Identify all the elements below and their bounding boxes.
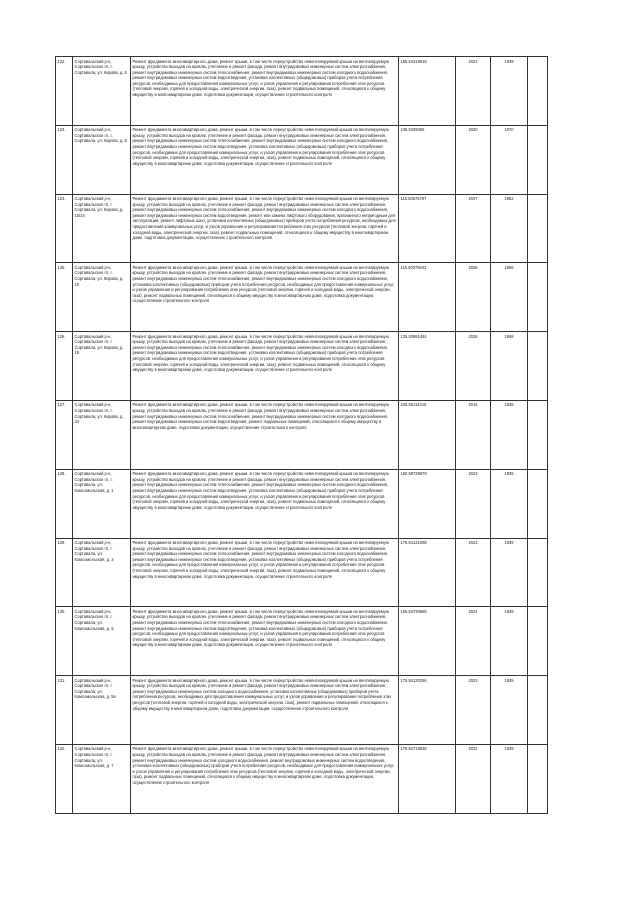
row-planned-year: 2023 bbox=[456, 57, 491, 126]
row-number: 127. bbox=[56, 400, 73, 469]
row-works-list: Ремонт фундамента многоквартирного дома, ремонт крыши, в том числе переустройство невентилируемой крыши на вентилируемую крышу, устройство выходов на кровлю, утепление и ремонт фасада, ремонт внутридомовых инженерных систем электроснабжения, ремонт внутридомовых инженерных систем теплоснабжения, ремонт внутридомовых инженерных систем холодного водоснабжения, ремонт внутридомовых инженерных систем водоотведения, установка коллективных (общедомовых) приборов учета потребления ресурсов, необходимых для предоставления коммунальных услуг, и узлов управления и регулирования потребления этих ресурсов (тепловой энергии, горячей и холодной воды, электрической энергии, газа), ремонт подвальных помещений, относящихся к общему имуществу в многоквартирном доме, подготовка документации, осуществление строительного контроля bbox=[131, 469, 399, 538]
row-build-year: 1966 bbox=[491, 263, 528, 332]
row-cost: 165.54319618 bbox=[399, 57, 456, 126]
row-build-year: 1939 bbox=[491, 469, 528, 538]
row-cost: 135.53991484 bbox=[399, 332, 456, 401]
row-empty-cell bbox=[528, 125, 548, 194]
row-number: 123. bbox=[56, 125, 73, 194]
row-planned-year: 2016 bbox=[456, 400, 491, 469]
row-works-list: Ремонт фундамента многоквартирного дома, ремонт крыши, в том числе переустройство невентилируемой крыши на вентилируемую крышу, устройство выходов на кровлю, утепление и ремонт фасада, ремонт внутридомовых инженерных систем электроснабжения, ремонт внутридомовых инженерных систем теплоснабжения, ремонт внутридомовых инженерных систем холодного водоснабжения, ремонт внутридомовых инженерных систем водоотведения, установка коллективных (общедомовых) приборов учета потребления ресурсов, необходимых для предоставления коммунальных услуг, и узлов управления и регулирования потребления этих ресурсов (тепловой энергии, горячей и холодной воды, электрической энергии, газа), ремонт подвальных помещений, относящихся к общему имуществу в многоквартирном доме, подготовка документации, осуществление строительного контроля bbox=[131, 57, 399, 126]
row-build-year: 1968 bbox=[491, 332, 528, 401]
row-address: Сортавальский р-н, Сортавальское гп, г. Сортавала, ул. Комсомольская, д. 7 bbox=[73, 744, 131, 813]
row-address: Сортавальский р-н, Сортавальское гп, г. Сортавала, ул. Кирова, д. 34 bbox=[73, 400, 131, 469]
row-cost: 115.50375842 bbox=[399, 263, 456, 332]
row-cost: 135.5339055 bbox=[399, 125, 456, 194]
row-build-year: 1939 bbox=[491, 676, 528, 745]
row-works-list: Ремонт фундамента многоквартирного дома, ремонт крыши, в том числе переустройство невентилируемой крыши на вентилируемую крышу, устройство выходов на кровлю, утепление и ремонт фасада, ремонт внутридомовых инженерных систем электроснабжения, ремонт внутридомовых инженерных систем теплоснабжения, ремонт внутридомовых инженерных систем холодного водоснабжения, установка коллективных (общедомовых) приборов учета потребления ресурсов, необходимых для предоставления коммунальных услуг, и узлов управления и регулирования потребления этих ресурсов (тепловой энергии, горячей и холодной воды, электрической энергии, газа), ремонт подвальных помещений, относящихся к общему имуществу в многоквартирном доме, подготовка документации, осуществление строительного контроля bbox=[131, 263, 399, 332]
row-works-list: Ремонт фундамента многоквартирного дома, ремонт крыши, в том числе переустройство невентилируемой крыши на вентилируемую крышу, устройство выходов на кровлю, утепление и ремонт фасада, ремонт внутридомовых инженерных систем электроснабжения, ремонт внутридомовых инженерных систем теплоснабжения, ремонт внутридомовых инженерных систем холодного водоснабжения, ремонт внутридомовых инженерных систем водоотведения, ремонт или замена лифтового оборудования, признанного непригодным для эксплуатации, ремонт лифтовых шахт, установка коллективных (общедомовых) приборов учета потребления ресурсов, необходимых для предоставления коммунальных услуг, и узлов управления и регулирования потребления этих ресурсов (тепловой энергии, горячей и холодной воды, электрической энергии, газа), ремонт подвальных помещений, относящихся к общему имуществу в многоквартирном доме, подготовка документации, осуществление строительного контроля bbox=[131, 194, 399, 263]
row-cost: 175.54131098 bbox=[399, 538, 456, 607]
table-row bbox=[56, 469, 548, 538]
row-number: 129. bbox=[56, 538, 73, 607]
row-number: 122. bbox=[56, 57, 73, 126]
row-empty-cell bbox=[528, 332, 548, 401]
table-row bbox=[56, 332, 548, 401]
row-number: 126. bbox=[56, 332, 73, 401]
table-row bbox=[56, 607, 548, 676]
row-address: Сортавальский р-н, Сортавальское гп, г. Сортавала, ул. Комсомольская, д. 5а bbox=[73, 676, 131, 745]
row-build-year: 1970 bbox=[491, 125, 528, 194]
row-planned-year: 2023 bbox=[456, 676, 491, 745]
row-address: Сортавальский р-н, Сортавальское гп, г. Сортавала, ул. Комсомольская, д. 1 bbox=[73, 469, 131, 538]
table-row bbox=[56, 263, 548, 332]
row-works-list: Ремонт фундамента многоквартирного дома, ремонт крыши, в том числе переустройство невентилируемой крыши на вентилируемую крышу, устройство выходов на кровлю, утепление и ремонт фасада, ремонт внутридомовых инженерных систем электроснабжения, ремонт внутридомовых инженерных систем теплоснабжения, ремонт внутридомовых инженерных систем холодного водоснабжения, ремонт внутридомовых инженерных систем водоотведения, ремонт подвальных помещений, относящихся к общему имуществу в многоквартирном доме, подготовка документации, осуществление строительного контроля bbox=[131, 400, 399, 469]
row-build-year: 1939 bbox=[491, 744, 528, 813]
row-empty-cell bbox=[528, 469, 548, 538]
table-row bbox=[56, 125, 548, 194]
table-row bbox=[56, 744, 548, 813]
row-works-list: Ремонт фундамента многоквартирного дома, ремонт крыши, в том числе переустройство невентилируемой крыши на вентилируемую крышу, устройство выходов на кровлю, утепление и ремонт фасада, ремонт внутридомовых инженерных систем электроснабжения, ремонт внутридомовых инженерных систем теплоснабжения, ремонт внутридомовых инженерных систем холодного водоснабжения, ремонт внутридомовых инженерных систем водоотведения, установка коллективных (общедомовых) приборов учета потребления ресурсов, необходимых для предоставления коммунальных услуг, и узлов управления и регулирования потребления этих ресурсов (тепловой энергии, горячей и холодной воды, электрической энергии, газа), ремонт подвальных помещений, относящихся к общему имуществу в многоквартирном доме, подготовка документации, осуществление строительного контроля bbox=[131, 538, 399, 607]
row-address: Сортавальский р-н, Сортавальское гп, г. Сортавала, ул. Комсомольская, д. 5 bbox=[73, 607, 131, 676]
row-address: Сортавальский р-н, Сортавальское гп, г. Сортавала, ул. Кирова, д. 18 bbox=[73, 332, 131, 401]
row-empty-cell bbox=[528, 57, 548, 126]
row-empty-cell bbox=[528, 194, 548, 263]
row-address: Сортавальский р-н, Сортавальское гп, г. Сортавала, ул. Кирова, д. 8 bbox=[73, 125, 131, 194]
row-build-year: 1938 bbox=[491, 400, 528, 469]
row-number: 125. bbox=[56, 263, 73, 332]
row-empty-cell bbox=[528, 676, 548, 745]
table-row bbox=[56, 194, 548, 263]
row-cost: 225.56114318 bbox=[399, 400, 456, 469]
row-address: Сортавальский р-н, Сортавальское гп, г. Сортавала, ул. Комсомольская, д. 3 bbox=[73, 538, 131, 607]
row-cost: 155.54730686 bbox=[399, 607, 456, 676]
row-build-year: 1939 bbox=[491, 538, 528, 607]
row-works-list: Ремонт фундамента многоквартирного дома, ремонт крыши, в том числе переустройство невентилируемой крыши на вентилируемую крышу, устройство выходов на кровлю, утепление и ремонт фасада, ремонт внутридомовых инженерных систем электроснабжения, ремонт внутридомовых инженерных систем теплоснабжения, ремонт внутридомовых инженерных систем холодного водоснабжения, ремонт внутридомовых инженерных систем водоотведения, установка коллективных (общедомовых) приборов учета потребления ресурсов, необходимых для предоставления коммунальных услуг, и узлов управления и регулирования потребления этих ресурсов (тепловой энергии, горячей и холодной воды, электрической энергии, газа), ремонт подвальных помещений, относящихся к общему имуществу в многоквартирном доме, подготовка документации, осуществление строительного контроля bbox=[131, 332, 399, 401]
row-works-list: Ремонт фундамента многоквартирного дома, ремонт крыши, в том числе переустройство невентилируемой крыши на вентилируемую крышу, устройство выходов на кровлю, утепление и ремонт фасада, ремонт внутридомовых инженерных систем электроснабжения, ремонт внутридомовых инженерных систем теплоснабжения, ремонт внутридомовых инженерных систем холодного водоснабжения, ремонт внутридомовых инженерных систем водоотведения, установка коллективных (общедомовых) приборов учета потребления ресурсов, необходимых для предоставления коммунальных услуг, и узлов управления и регулирования потребления этих ресурсов (тепловой энергии, горячей и холодной воды, электрической энергии, газа), ремонт подвальных помещений, относящихся к общему имуществу в многоквартирном доме, подготовка документации, осуществление строительного контроля bbox=[131, 125, 399, 194]
row-build-year: 1939 bbox=[491, 607, 528, 676]
row-empty-cell bbox=[528, 400, 548, 469]
row-empty-cell bbox=[528, 538, 548, 607]
row-cost: 160.58729679 bbox=[399, 469, 456, 538]
row-cost: 175.54719635 bbox=[399, 744, 456, 813]
document-page bbox=[55, 56, 547, 814]
row-empty-cell bbox=[528, 263, 548, 332]
repair-program-table bbox=[55, 56, 548, 814]
row-number: 128. bbox=[56, 469, 73, 538]
row-number: 132. bbox=[56, 744, 73, 813]
row-cost: 115.50576787 bbox=[399, 194, 456, 263]
row-build-year: 1939 bbox=[491, 57, 528, 126]
row-empty-cell bbox=[528, 744, 548, 813]
table-row bbox=[56, 57, 548, 126]
row-planned-year: 2037 bbox=[456, 194, 491, 263]
row-number: 124. bbox=[56, 194, 73, 263]
row-works-list: Ремонт фундамента многоквартирного дома, ремонт крыши, в том числе переустройство невентилируемой крыши на вентилируемую крышу, устройство выходов на кровлю, утепление и ремонт фасада, ремонт внутридомовых инженерных систем электроснабжения, ремонт внутридомовых инженерных систем теплоснабжения, ремонт внутридомовых инженерных систем холодного водоснабжения, ремонт внутридомовых инженерных систем водоотведения, установка коллективных (общедомовых) приборов учета потребления ресурсов, необходимых для предоставления коммунальных услуг, и узлов управления и регулирования потребления этих ресурсов (тепловой энергии, горячей и холодной воды, электрической энергии, газа), ремонт подвальных помещений, относящихся к общему имуществу в многоквартирном доме, подготовка документации, осуществление строительного контроля bbox=[131, 607, 399, 676]
row-planned-year: 2022 bbox=[456, 744, 491, 813]
row-planned-year: 2036 bbox=[456, 263, 491, 332]
row-planned-year: 2023 bbox=[456, 538, 491, 607]
table-body bbox=[56, 57, 548, 814]
row-number: 130. bbox=[56, 607, 73, 676]
row-planned-year: 2023 bbox=[456, 469, 491, 538]
row-address: Сортавальский р-н, Сортавальское гп, г. Сортавала, ул. Кирова, д. 10/24 bbox=[73, 194, 131, 263]
row-address: Сортавальский р-н, Сортавальское гп, г. Сортавала, ул. Кирова, д. 15 bbox=[73, 263, 131, 332]
row-works-list: Ремонт фундамента многоквартирного дома, ремонт крыши, в том числе переустройство невентилируемой крыши на вентилируемую крышу, устройство выходов на кровлю, утепление и ремонт фасада, ремонт внутридомовых инженерных систем электроснабжения, ремонт внутридомовых инженерных систем холодного водоснабжения, ремонт внутридомовых инженерных систем водоотведения, установка коллективных (общедомовых) приборов учета потребления ресурсов, необходимых для предоставления коммунальных услуг, и узлов управления и регулирования потребления этих ресурсов (тепловой энергии, горячей и холодной воды, электрической энергии, газа), ремонт подвальных помещений, относящихся к общему имуществу в многоквартирном доме, подготовка документации, осуществление строительного контроля bbox=[131, 744, 399, 813]
table-row bbox=[56, 676, 548, 745]
row-number: 131. bbox=[56, 676, 73, 745]
table-row bbox=[56, 400, 548, 469]
row-planned-year: 2020 bbox=[456, 125, 491, 194]
row-planned-year: 2026 bbox=[456, 332, 491, 401]
row-planned-year: 2024 bbox=[456, 607, 491, 676]
table-row bbox=[56, 538, 548, 607]
row-address: Сортавальский р-н, Сортавальское гп, г. Сортавала, ул. Кирова, д. 6 bbox=[73, 57, 131, 126]
row-cost: 175.54130256 bbox=[399, 676, 456, 745]
row-works-list: Ремонт фундамента многоквартирного дома, ремонт крыши, в том числе переустройство невентилируемой крыши на вентилируемую крышу, устройство выходов на кровлю, утепление и ремонт фасада, ремонт внутридомовых инженерных систем электроснабжения, ремонт внутридомовых инженерных систем холодного водоснабжения, установка коллективных (общедомовых) приборов учета потребления ресурсов, необходимых для предоставления коммунальных услуг, и узлов управления и регулирования потребления этих ресурсов (тепловой энергии, горячей и холодной воды, электрической энергии, газа), ремонт подвальных помещений, относящихся к общему имуществу в многоквартирном доме, подготовка документации, осуществление строительного контроля bbox=[131, 676, 399, 745]
row-build-year: 1962 bbox=[491, 194, 528, 263]
row-empty-cell bbox=[528, 607, 548, 676]
